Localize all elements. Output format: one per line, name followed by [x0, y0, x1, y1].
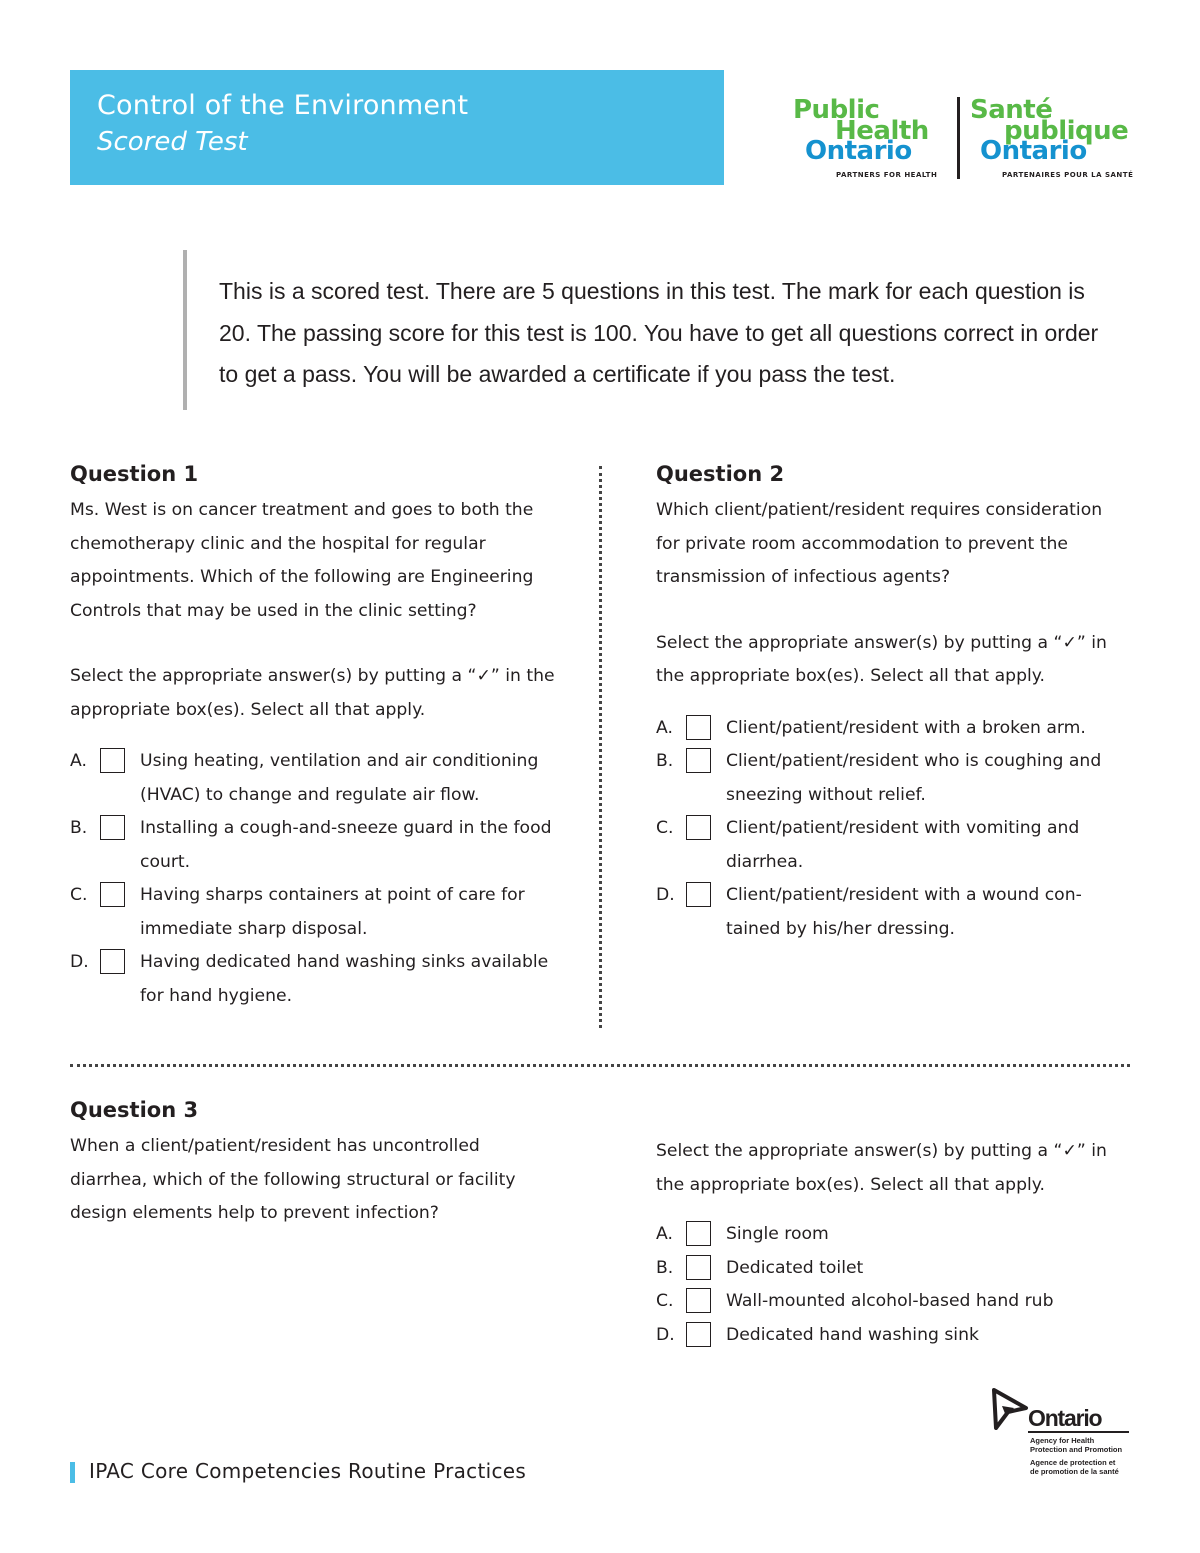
logo-fr-tagline: PARTENAIRES POUR LA SANTÉ	[1002, 171, 1134, 179]
checkbox[interactable]	[686, 815, 711, 840]
trillium-icon	[988, 1388, 1030, 1430]
option-a	[656, 712, 1126, 746]
option-c	[70, 879, 570, 946]
option-text: Client/patient/resident with vomiting and diarrhea.	[726, 818, 1080, 872]
option-text: Client/patient/resident who is coughing and sneezing without relief.	[726, 751, 1102, 805]
option-text: Client/patient/resident with a wound con-tained by his/her dressing.	[726, 885, 1082, 939]
option-b	[656, 1252, 1126, 1286]
checkbox[interactable]	[686, 1255, 711, 1280]
option-text: Dedicated toilet	[726, 1257, 864, 1278]
option-letter: D.	[70, 952, 89, 972]
option-text: Installing a cough-and-sneeze guard in the food court.	[140, 818, 552, 872]
ontario-wordmark: Ontario	[1028, 1405, 1102, 1431]
pho-logo	[780, 94, 1140, 184]
ontario-agency-fr-1: Agence de protection et	[1030, 1458, 1116, 1467]
option-letter: C.	[656, 818, 674, 838]
ontario-agency-fr-2: de promotion de la santé	[1030, 1467, 1119, 1476]
logo-en-line2: Health	[835, 116, 929, 146]
checkbox[interactable]	[686, 1288, 711, 1313]
question-2	[656, 462, 1126, 946]
checkbox[interactable]	[686, 1322, 711, 1347]
checkbox[interactable]	[686, 882, 711, 907]
question-1	[70, 462, 570, 1013]
option-text: Having dedicated hand washing sinks available for hand hygiene.	[140, 952, 549, 1006]
section-divider	[70, 1064, 1130, 1067]
logo-en-tagline: PARTNERS FOR HEALTH	[836, 171, 938, 179]
logo-en-line1: Public	[793, 95, 880, 125]
ontario-agency-en-1: Agency for Health	[1030, 1436, 1095, 1445]
option-c	[656, 812, 1126, 879]
checkbox[interactable]	[100, 949, 125, 974]
logo-divider	[957, 97, 960, 179]
question-text: When a client/patient/resident has uncontrolled diarrhea, which of the following structural or facility design elements help to prevent infection?	[70, 1136, 516, 1223]
intro-text: This is a scored test. There are 5 questions in this test. The mark for each question is 20. The passing score for this test is 100. You have to get all questions correct in order to get a pass. You will be awarded a certificate if you pass the test.	[219, 278, 1099, 387]
document-title: Control of the Environment	[97, 90, 469, 121]
option-letter: B.	[70, 818, 88, 838]
option-text: Dedicated hand washing sink	[726, 1324, 979, 1345]
options-list	[70, 745, 570, 1013]
footer-accent-bar	[70, 1462, 75, 1483]
document-subtitle: Scored Test	[97, 127, 248, 157]
question-text: Which client/patient/resident requires consideration for private room accommodation to prevent the transmission of infectious agents?	[656, 500, 1103, 587]
logo-fr-line1: Santé	[970, 95, 1053, 125]
ontario-agency-en-2: Protection and Promotion	[1030, 1445, 1123, 1454]
option-letter: A.	[656, 1224, 673, 1244]
option-letter: A.	[70, 751, 87, 771]
option-letter: C.	[70, 885, 88, 905]
options-list	[656, 1218, 1126, 1352]
option-a	[656, 1218, 1126, 1252]
intro-accent-bar	[183, 250, 187, 410]
option-b	[656, 745, 1126, 812]
question-3-answers	[656, 1135, 1126, 1352]
checkbox[interactable]	[686, 748, 711, 773]
checkbox[interactable]	[686, 715, 711, 740]
option-letter: D.	[656, 885, 675, 905]
checkbox[interactable]	[100, 882, 125, 907]
question-title: Question 1	[70, 462, 199, 486]
option-a	[70, 745, 570, 812]
option-text: Using heating, ventilation and air conditioning (HVAC) to change and regulate air flow.	[140, 751, 539, 805]
option-letter: A.	[656, 717, 673, 738]
option-letter: D.	[656, 1324, 675, 1345]
option-letter: B.	[656, 751, 674, 771]
question-instruction: Select the appropriate answer(s) by putting a “✓” in the appropriate box(es). Select all that apply.	[656, 632, 1107, 686]
question-text: Ms. West is on cancer treatment and goes to both the chemotherapy clinic and the hospital for regular appointments. Which of the following are Engineering Controls that may be used in the clinic setting?	[70, 500, 534, 621]
question-instruction: Select the appropriate answer(s) by putting a “✓” in the appropriate box(es). Select all that apply.	[70, 666, 555, 720]
option-letter: B.	[656, 1257, 674, 1278]
option-text: Wall-mounted alcohol-based hand rub	[726, 1291, 1054, 1311]
logo-en-line3: Ontario	[805, 136, 912, 166]
option-d	[70, 946, 570, 1013]
checkbox[interactable]	[100, 815, 125, 840]
option-text: Client/patient/resident with a broken arm.	[726, 717, 1086, 738]
option-letter: C.	[656, 1291, 674, 1311]
option-d	[656, 879, 1126, 946]
question-title: Question 3	[70, 1098, 199, 1122]
options-list	[656, 712, 1126, 947]
option-text: Single room	[726, 1224, 829, 1244]
question-instruction: Select the appropriate answer(s) by putting a “✓” in the appropriate box(es). Select all that apply.	[656, 1141, 1107, 1195]
checkbox[interactable]	[100, 748, 125, 773]
option-text: Having sharps containers at point of care for immediate sharp disposal.	[140, 885, 525, 939]
logo-fr-line3: Ontario	[980, 136, 1087, 166]
checkbox[interactable]	[686, 1221, 711, 1246]
column-divider	[599, 466, 602, 1028]
option-b	[70, 812, 570, 879]
footer-text: IPAC Core Competencies Routine Practices	[89, 1459, 527, 1483]
logo-fr-line2: publique	[1004, 116, 1129, 146]
option-d	[656, 1319, 1126, 1353]
question-3	[70, 1098, 550, 1231]
option-c	[656, 1285, 1126, 1319]
ontario-rule	[1028, 1431, 1129, 1433]
question-title: Question 2	[656, 462, 785, 486]
